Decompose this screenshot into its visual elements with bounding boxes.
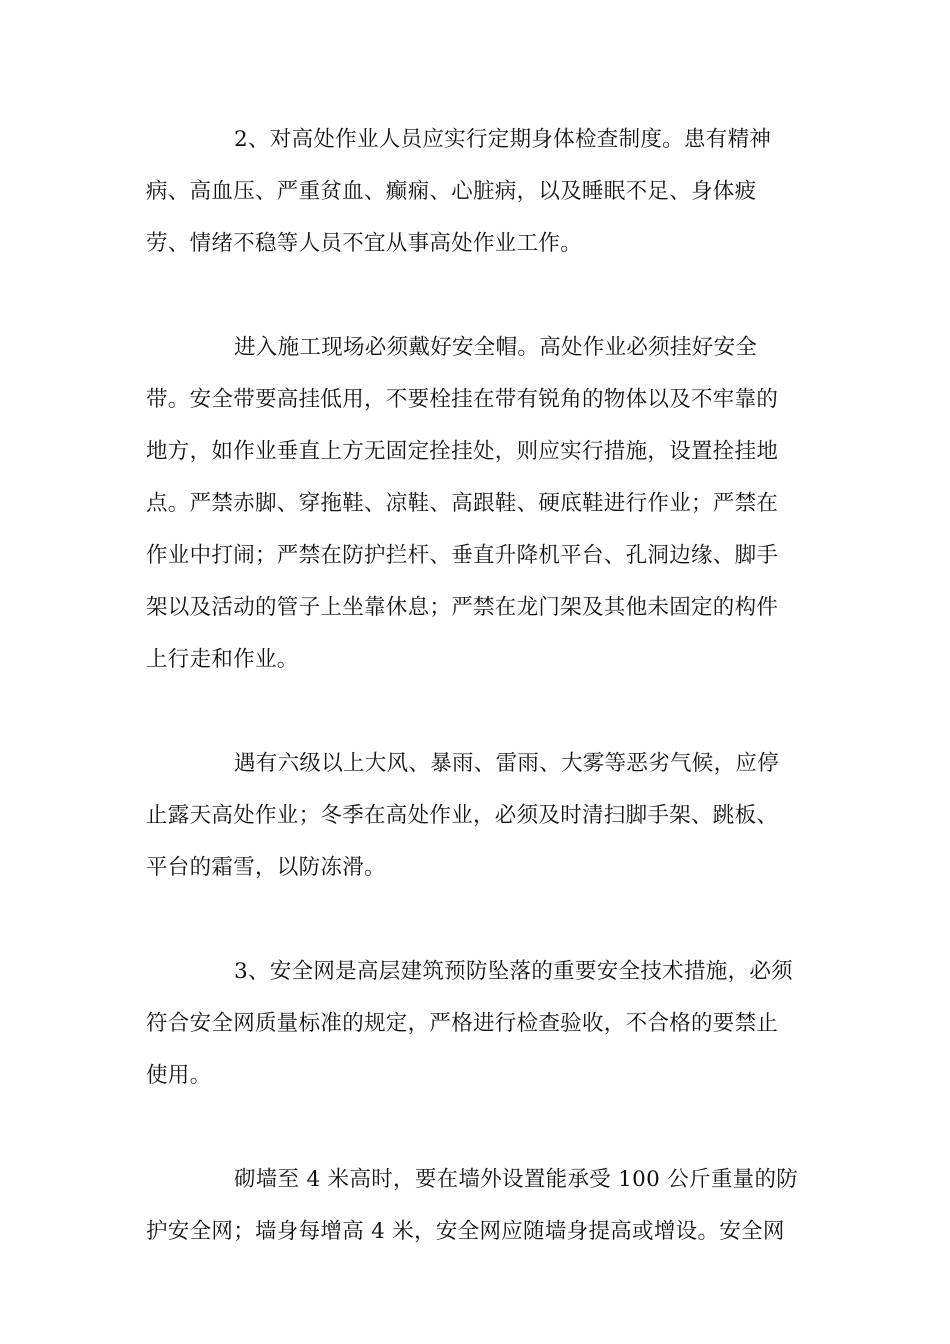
paragraph-spacer — [146, 894, 806, 946]
paragraph-spacer — [146, 686, 806, 738]
paragraph-health-check: 2、对高处作业人员应实行定期身体检查制度。患有精神 病、高血压、严重贫血、癫痫、心脏病，以及睡眠不足、身体疲 劳、情绪不稳等人员不宜从事高处作业工作。 — [146, 127, 772, 256]
paragraph-wall-net: 砌墙至 4 米高时，要在墙外设置能承受 100 公斤重量的防 护安全网；墙身每增高 4 米，安全网应随墙身提高或增设。安全网 — [146, 1167, 799, 1244]
paragraph-safety-gear: 进入施工现场必须戴好安全帽。高处作业必须挂好安全 带。安全带要高挂低用，不要栓挂在带有锐角的物体以及不牢靠的 地方，如作业垂直上方无固定拴挂处，则应实行措施，设置拴挂地 点。严禁赤脚、穿拖鞋、凉鞋、高跟鞋、硬底鞋进行作业；严禁在 作业中打闹；严禁在防护拦杆、垂直升降机平台、孔洞边缘、脚手 架以及活动的管子上坐靠休息；严禁在龙门架及其他未固定的构件 上行走和作业。 — [146, 335, 779, 672]
document-body — [146, 114, 806, 1258]
paragraph-safety-net: 3、安全网是高层建筑预防坠落的重要安全技术措施，必须 符合安全网质量标准的规定，严格进行检查验收，不合格的要禁止 使用。 — [146, 959, 793, 1088]
paragraph-weather: 遇有六级以上大风、暴雨、雷雨、大雾等恶劣气候，应停 止露天高处作业；冬季在高处作业，必须及时清扫脚手架、跳板、 平台的霜雪，以防冻滑。 — [146, 751, 780, 880]
paragraph-spacer — [146, 270, 806, 322]
paragraph-spacer — [146, 1102, 806, 1154]
